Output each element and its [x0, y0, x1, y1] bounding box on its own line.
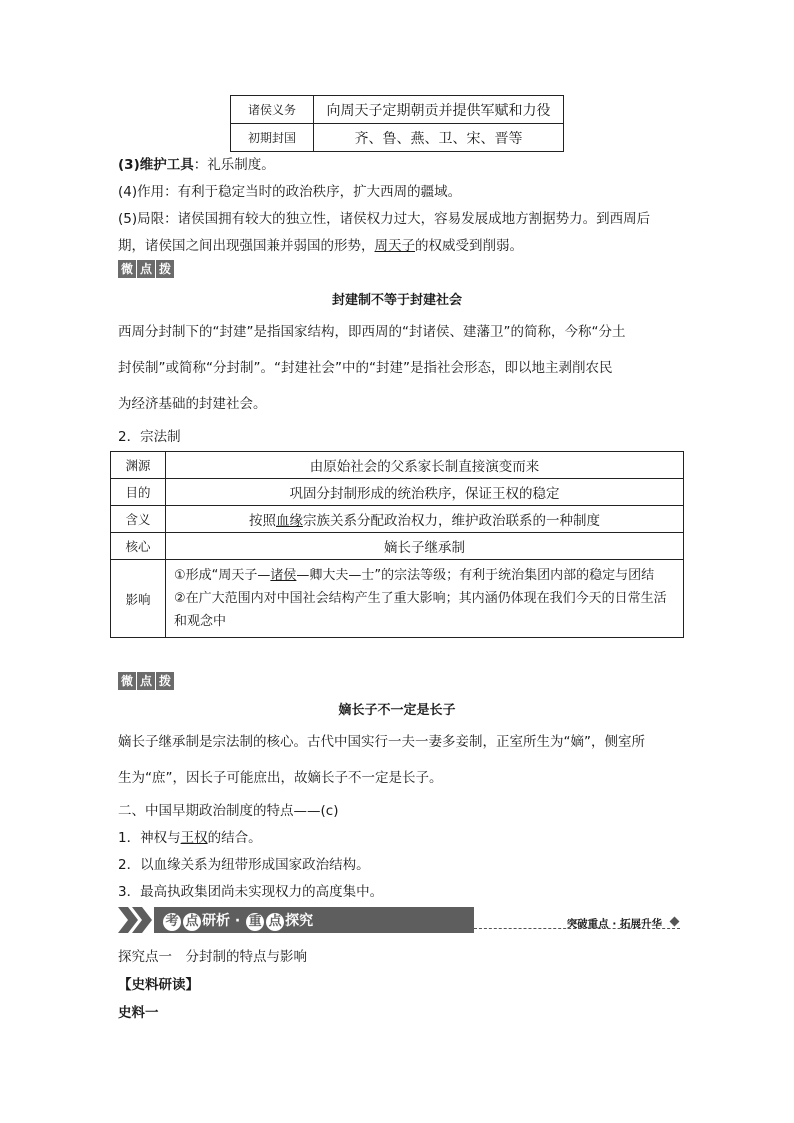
table-value: 向周天子定期朝贡并提供军赋和力役: [314, 96, 564, 124]
table-row: [231, 124, 564, 152]
banner-title: 考 点 研析 · 重 点 探究: [162, 910, 313, 931]
tool-text: ：礼乐制度。: [193, 157, 275, 173]
table-value: 巩固分封制形成的统治秩序，保证王权的稳定: [166, 479, 684, 506]
zongfa-table: [110, 451, 684, 638]
table-row: [111, 560, 684, 638]
table-value: 齐、鲁、燕、卫、宋、晋等: [314, 124, 564, 152]
tool-line: [118, 153, 275, 173]
table-row: [111, 506, 684, 533]
limit-line-2: 期，诸侯国之间出现强国兼并弱国的形势，周天子的权威受到削弱。: [118, 238, 523, 254]
tool-label: (3)维护工具: [118, 157, 194, 173]
note-title: 嫡长子不一定是长子: [338, 703, 456, 718]
source-label: 史料一: [118, 1005, 159, 1021]
table-row: [231, 96, 564, 124]
role-line: (4)作用：有利于稳定当时的政治秩序，扩大西周的疆域。: [118, 184, 462, 200]
table-key: 目的: [111, 479, 166, 506]
impact-2: ②在广大范围内对中国社会结构产生了重大影响；其内涵仍体现在我们今天的日常生活和观念中: [174, 591, 667, 629]
note-line: 嫡长子继承制是宗法制的核心。古代中国实行一夫一妻多妾制，正室所生为“嫡”，侧室所: [118, 734, 645, 750]
table-key: 影响: [111, 560, 166, 638]
point-3: 3．最高执政集团尚未实现权力的高度集中。: [118, 884, 384, 900]
tip-tag: 微 点 拨: [118, 672, 175, 691]
underlined-term: 血缘: [276, 513, 303, 529]
underlined-term: 周天子: [374, 238, 415, 254]
table-row: [111, 452, 684, 479]
limit-line-1: (5)局限：诸侯国拥有较大的独立性，诸侯权力过大，容易发展成地方割据势力。到西周后: [118, 211, 651, 227]
point-2: 2．以血缘关系为纽带形成国家政治结构。: [118, 857, 370, 873]
note-line: 生为“庶”，因长子可能庶出，故嫡长子不一定是长子。: [118, 770, 443, 786]
table-row: [111, 533, 684, 560]
section-banner: [118, 907, 680, 933]
point-1: 1．神权与王权的结合。: [118, 830, 262, 846]
table-key: 初期封国: [231, 124, 314, 152]
table-value: [166, 560, 684, 638]
diamond-icon: [670, 917, 680, 927]
table-value: 按照血缘宗族关系分配政治权力，维护政治联系的一种制度: [166, 506, 684, 533]
impact-1: ①形成“周天子—诸侯—卿大夫—士”的宗法等级；有利于统治集团内部的稳定与团结: [174, 568, 655, 583]
explore-title: 探究点一 分封制的特点与影响: [118, 949, 307, 965]
table-key: 渊源: [111, 452, 166, 479]
banner-subtitle: 突破重点 · 拓展升华: [566, 918, 662, 930]
underlined-term: 王权: [180, 830, 208, 846]
tip-tag: 微 点 拨: [118, 260, 175, 279]
chevron-icon: [118, 907, 158, 933]
table-key: 核心: [111, 533, 166, 560]
feudal-table: [230, 95, 564, 152]
note-line: 封侯制”或简称“分封制”。“封建社会”中的“封建”是指社会形态，即以地主剥削农民: [118, 360, 613, 376]
table-key: 诸侯义务: [231, 96, 314, 124]
source-heading: 【史料研读】: [118, 977, 199, 993]
section-heading: 二、中国早期政治制度的特点——(c): [118, 803, 339, 819]
table-key: 含义: [111, 506, 166, 533]
table-row: [111, 479, 684, 506]
table-value: 由原始社会的父系家长制直接演变而来: [166, 452, 684, 479]
note-line: 西周分封制下的“封建”是指国家结构，即西周的“封诸侯、建藩卫”的简称，今称“分土: [118, 324, 626, 340]
section-heading: 2．宗法制: [118, 429, 181, 445]
note-title: 封建制不等于封建社会: [331, 293, 462, 308]
note-line: 为经济基础的封建社会。: [118, 396, 267, 412]
table-value: 嫡长子继承制: [166, 533, 684, 560]
